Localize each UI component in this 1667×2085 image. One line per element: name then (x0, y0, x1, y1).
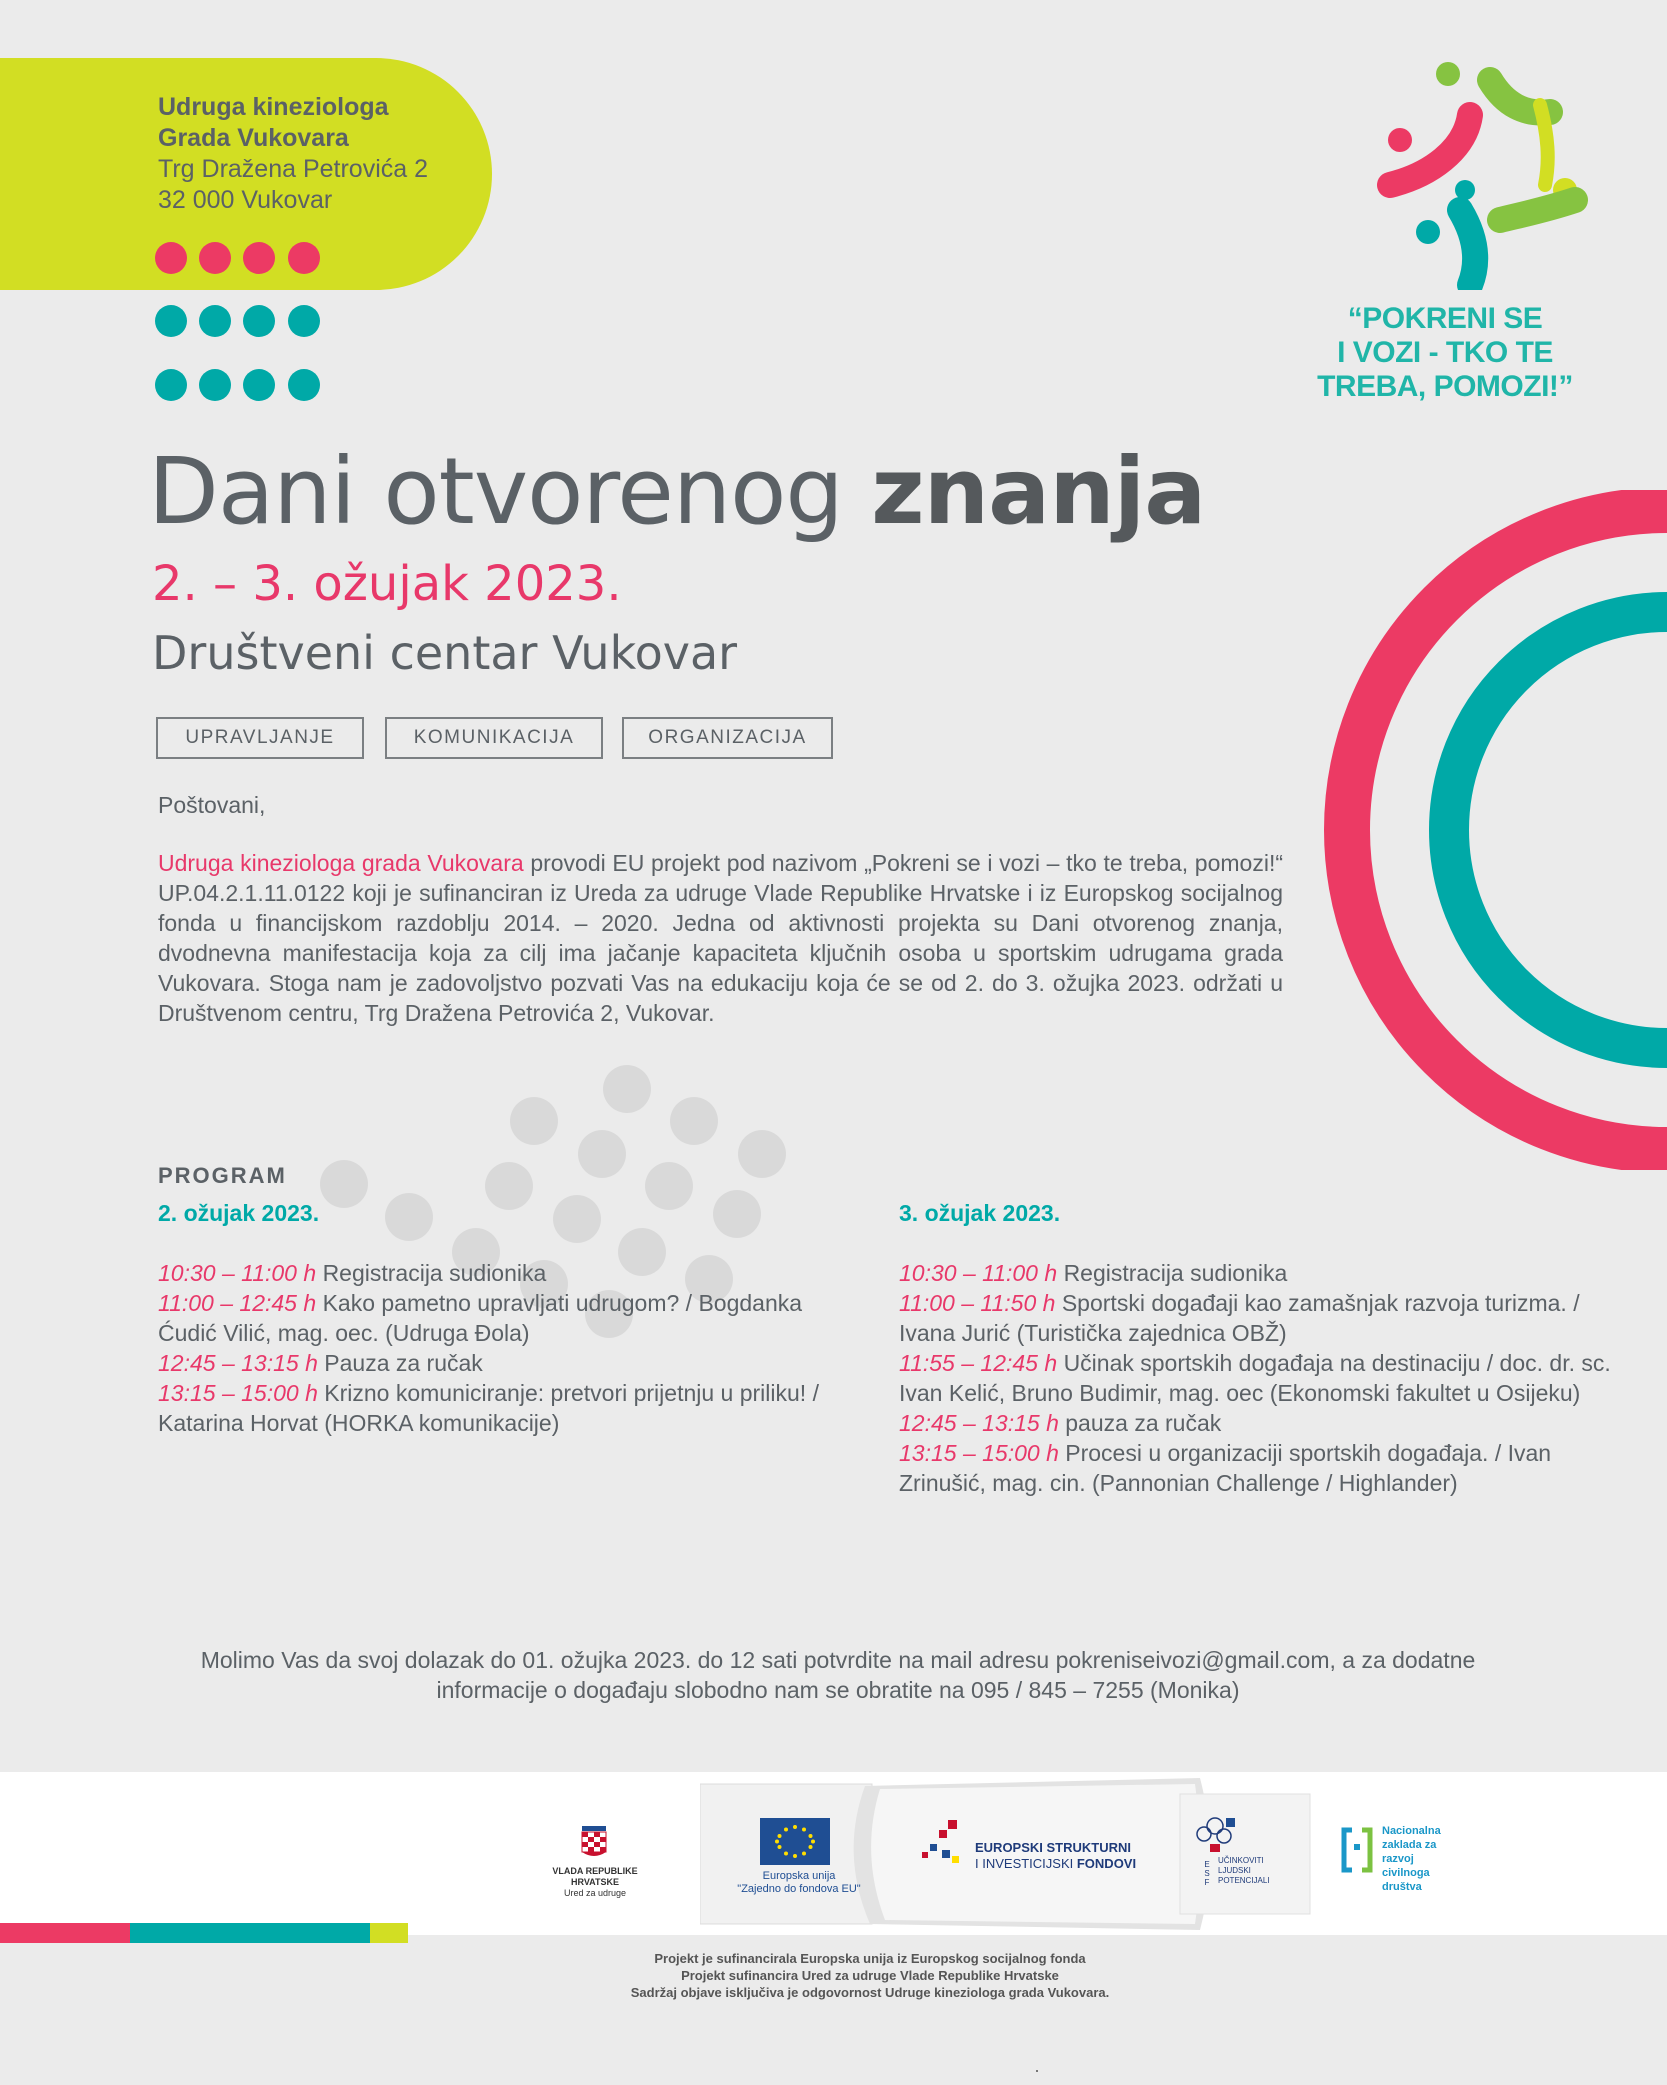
intro-paragraph (158, 848, 1283, 1028)
gray-dot (553, 1195, 601, 1243)
funding-notice (600, 1950, 1140, 2001)
nacionalna-zaklada-text (1382, 1824, 1441, 1894)
schedule-text: Registracija sudionika (322, 1260, 547, 1286)
gray-dot (603, 1065, 651, 1113)
teal-dot (199, 369, 231, 401)
slogan-line: I VOZI - TKO TE (1337, 336, 1553, 369)
funding-line: Projekt sufinancira Ured za udruge Vlade Republike Hrvatske (681, 1968, 1059, 1983)
greeting: Poštovani, (158, 792, 266, 818)
esif-line: FONDOVI (1076, 1856, 1137, 1871)
nz-line: razvoj (1382, 1853, 1414, 1865)
schedule-item (158, 1348, 858, 1378)
vlada-office: Ured za udruge (563, 1888, 627, 1898)
schedule-time: 10:30 – 11:00 h (158, 1260, 317, 1286)
intro-text: provodi EU projekt pod nazivom „Pokreni se i vozi – tko te treba, pomozi!“ UP.04.2.1.11.0122 koji je sufinanciran iz Ureda za udruge Vlade Republike Hrvatske i iz Europskog socijalnog fonda u financijskom razdoblju 2014. – 2020. Jedna od aktivnosti projekta su Dani otvorenog znanja, dvodnevna manifestacija koja za cilj ima jačanje kapaciteta ključnih osoba u sportskim udrugama grada Vukovara. Stoga nam je zadovoljstvo pozvati Vas na edukaciju koja će se od 2. do 3. ožujka 2023. održati u Društvenom centru, Trg Dražena Petrovića 2, Vukovar. (158, 850, 1283, 1026)
day1-date: 2. ožujak 2023. (158, 1200, 320, 1226)
schedule-time: 12:45 – 13:15 h (158, 1350, 318, 1376)
eu-motto: "Zajedno do fondova EU" (737, 1883, 861, 1895)
schedule-text: Učinak sportskih događaja na destinaciju / doc. dr. sc. Ivan Kelić, Bruno Budimir, mag. oec (Ekonomski fakultet u Osijeku) (899, 1350, 1611, 1406)
esif-line: EUROPSKI STRUKTURNI (975, 1840, 1132, 1855)
day1-schedule (158, 1258, 858, 1438)
rsvp-note: Molimo Vas da svoj dolazak do 01. ožujka 2023. do 12 sati potvrdite na mail adresu pokreniseivozi@gmail.com, a za dodatne informacije o događaju slobodno nam se obratite na 095 / 845 – 7255 (Monika) (200, 1647, 1476, 1703)
teal-dot (288, 369, 320, 401)
funding-line: Sadržaj objave isključiva je odgovornost Udruge kineziologa grada Vukovara. (630, 1985, 1110, 2000)
decorative-arcs (1300, 490, 1667, 1170)
gray-dot (510, 1097, 558, 1145)
schedule-item (899, 1348, 1614, 1408)
schedule-time: 13:15 – 15:00 h (899, 1440, 1059, 1466)
schedule-text: Kako pametno upravljati udrugom? / Bogdanka Ćudić Vilić, mag. oec. (Udruga Đola) (158, 1290, 803, 1346)
tiny-dot (1036, 2070, 1038, 2072)
address-line: Udruga kineziologa (158, 93, 389, 121)
schedule-time: 11:00 – 12:45 h (158, 1290, 317, 1316)
day2-date: 3. ožujak 2023. (899, 1200, 1061, 1226)
nacionalna-zaklada-logo-icon (1340, 1826, 1374, 1874)
tag-upravljanje: UPRAVLJANJE (156, 717, 364, 759)
schedule-time: 13:15 – 15:00 h (158, 1380, 318, 1406)
gray-dot (485, 1162, 533, 1210)
schedule-item (158, 1378, 858, 1438)
event-venue: Društveni centar Vukovar (152, 626, 738, 680)
ljudski-potencijali-logo-icon (1190, 1812, 1240, 1858)
eu-flag-icon (760, 1818, 830, 1865)
vlada-logo-text (530, 1866, 660, 1899)
schedule-item (899, 1408, 1614, 1438)
slogan-line: TREBA, POMOZI!” (1317, 370, 1573, 403)
schedule-text: Sportski događaji kao zamašnjak razvoja turizma. / Ivana Jurić (Turistička zajednica OBŽ) (899, 1290, 1580, 1346)
ljudski-line: UČINKOVITI (1218, 1856, 1264, 1865)
schedule-text: Pauza za ručak (324, 1350, 483, 1376)
nz-line: društva (1382, 1881, 1422, 1893)
teal-dot (155, 305, 187, 337)
pink-dot (243, 242, 275, 274)
gray-dot (670, 1097, 718, 1145)
gray-dot (385, 1193, 433, 1241)
color-bar-lime (370, 1923, 408, 1943)
program-heading: PROGRAM (158, 1163, 287, 1188)
address-line: Grada Vukovara (158, 124, 349, 152)
page-title (148, 438, 1205, 545)
eu-name: Europska unija (762, 1870, 836, 1882)
teal-dot (288, 305, 320, 337)
gray-dot (320, 1160, 368, 1208)
project-logo-icon (1370, 60, 1590, 290)
gray-dot (713, 1190, 761, 1238)
tag-organizacija: ORGANIZACIJA (622, 717, 833, 759)
esif-line: I INVESTICIJSKI (975, 1856, 1077, 1871)
schedule-time: 11:00 – 11:50 h (899, 1290, 1056, 1316)
vlada-name: VLADA REPUBLIKE HRVATSKE (552, 1866, 638, 1887)
eu-logo-text (734, 1870, 864, 1896)
schedule-item (899, 1438, 1614, 1498)
pink-dot (199, 242, 231, 274)
gray-dot (578, 1130, 626, 1178)
schedule-item (899, 1288, 1614, 1348)
esf-letters: ESF (1204, 1860, 1210, 1887)
schedule-item (158, 1258, 858, 1288)
organizer-address (158, 92, 428, 216)
schedule-text: Registracija sudionika (1063, 1260, 1288, 1286)
schedule-item (899, 1258, 1614, 1288)
schedule-item (158, 1288, 858, 1348)
teal-dot (243, 305, 275, 337)
schedule-time: 11:55 – 12:45 h (899, 1350, 1058, 1376)
esif-logo-icon (922, 1820, 974, 1868)
title-bold: znanja (871, 438, 1206, 545)
pink-dot (155, 242, 187, 274)
schedule-text: pauza za ručak (1065, 1410, 1222, 1436)
croatian-coat-of-arms-icon (580, 1826, 608, 1860)
slogan (1300, 302, 1590, 404)
ljudski-line: POTENCIJALI (1218, 1876, 1270, 1885)
gray-dot (738, 1130, 786, 1178)
color-bar-pink (0, 1923, 130, 1943)
nz-line: civilnoga (1382, 1867, 1430, 1879)
schedule-time: 10:30 – 11:00 h (899, 1260, 1058, 1286)
color-bar-teal (130, 1923, 370, 1943)
teal-dot (155, 369, 187, 401)
ljudski-potencijali-text (1218, 1856, 1270, 1886)
teal-dot (243, 369, 275, 401)
nz-line: zaklada za (1382, 1839, 1437, 1851)
organizer-name: Udruga kineziologa grada Vukovara (158, 850, 524, 876)
slogan-line: “POKRENI SE (1347, 302, 1543, 335)
tag-komunikacija: KOMUNIKACIJA (385, 717, 603, 759)
funding-line: Projekt je sufinancirala Europska unija iz Europskog socijalnog fonda (654, 1951, 1086, 1966)
nz-line: Nacionalna (1382, 1825, 1441, 1837)
ljudski-line: LJUDSKI (1218, 1866, 1251, 1875)
esif-logo-text (975, 1840, 1136, 1872)
address-line: 32 000 Vukovar (158, 186, 333, 214)
title-regular: Dani otvorenog (148, 438, 843, 545)
schedule-text: Krizno komuniciranje: pretvori prijetnju u priliku! / Katarina Horvat (HORKA komunikacije) (158, 1380, 819, 1436)
gray-dot (645, 1162, 693, 1210)
event-date: 2. – 3. ožujak 2023. (152, 556, 622, 612)
schedule-text: Procesi u organizaciji sportskih događaja. / Ivan Zrinušić, mag. cin. (Pannonian Challenge / Highlander) (899, 1440, 1552, 1496)
pink-dot (288, 242, 320, 274)
teal-dot (199, 305, 231, 337)
day2-schedule (899, 1258, 1614, 1498)
schedule-time: 12:45 – 13:15 h (899, 1410, 1059, 1436)
address-line: Trg Dražena Petrovića 2 (158, 155, 429, 183)
